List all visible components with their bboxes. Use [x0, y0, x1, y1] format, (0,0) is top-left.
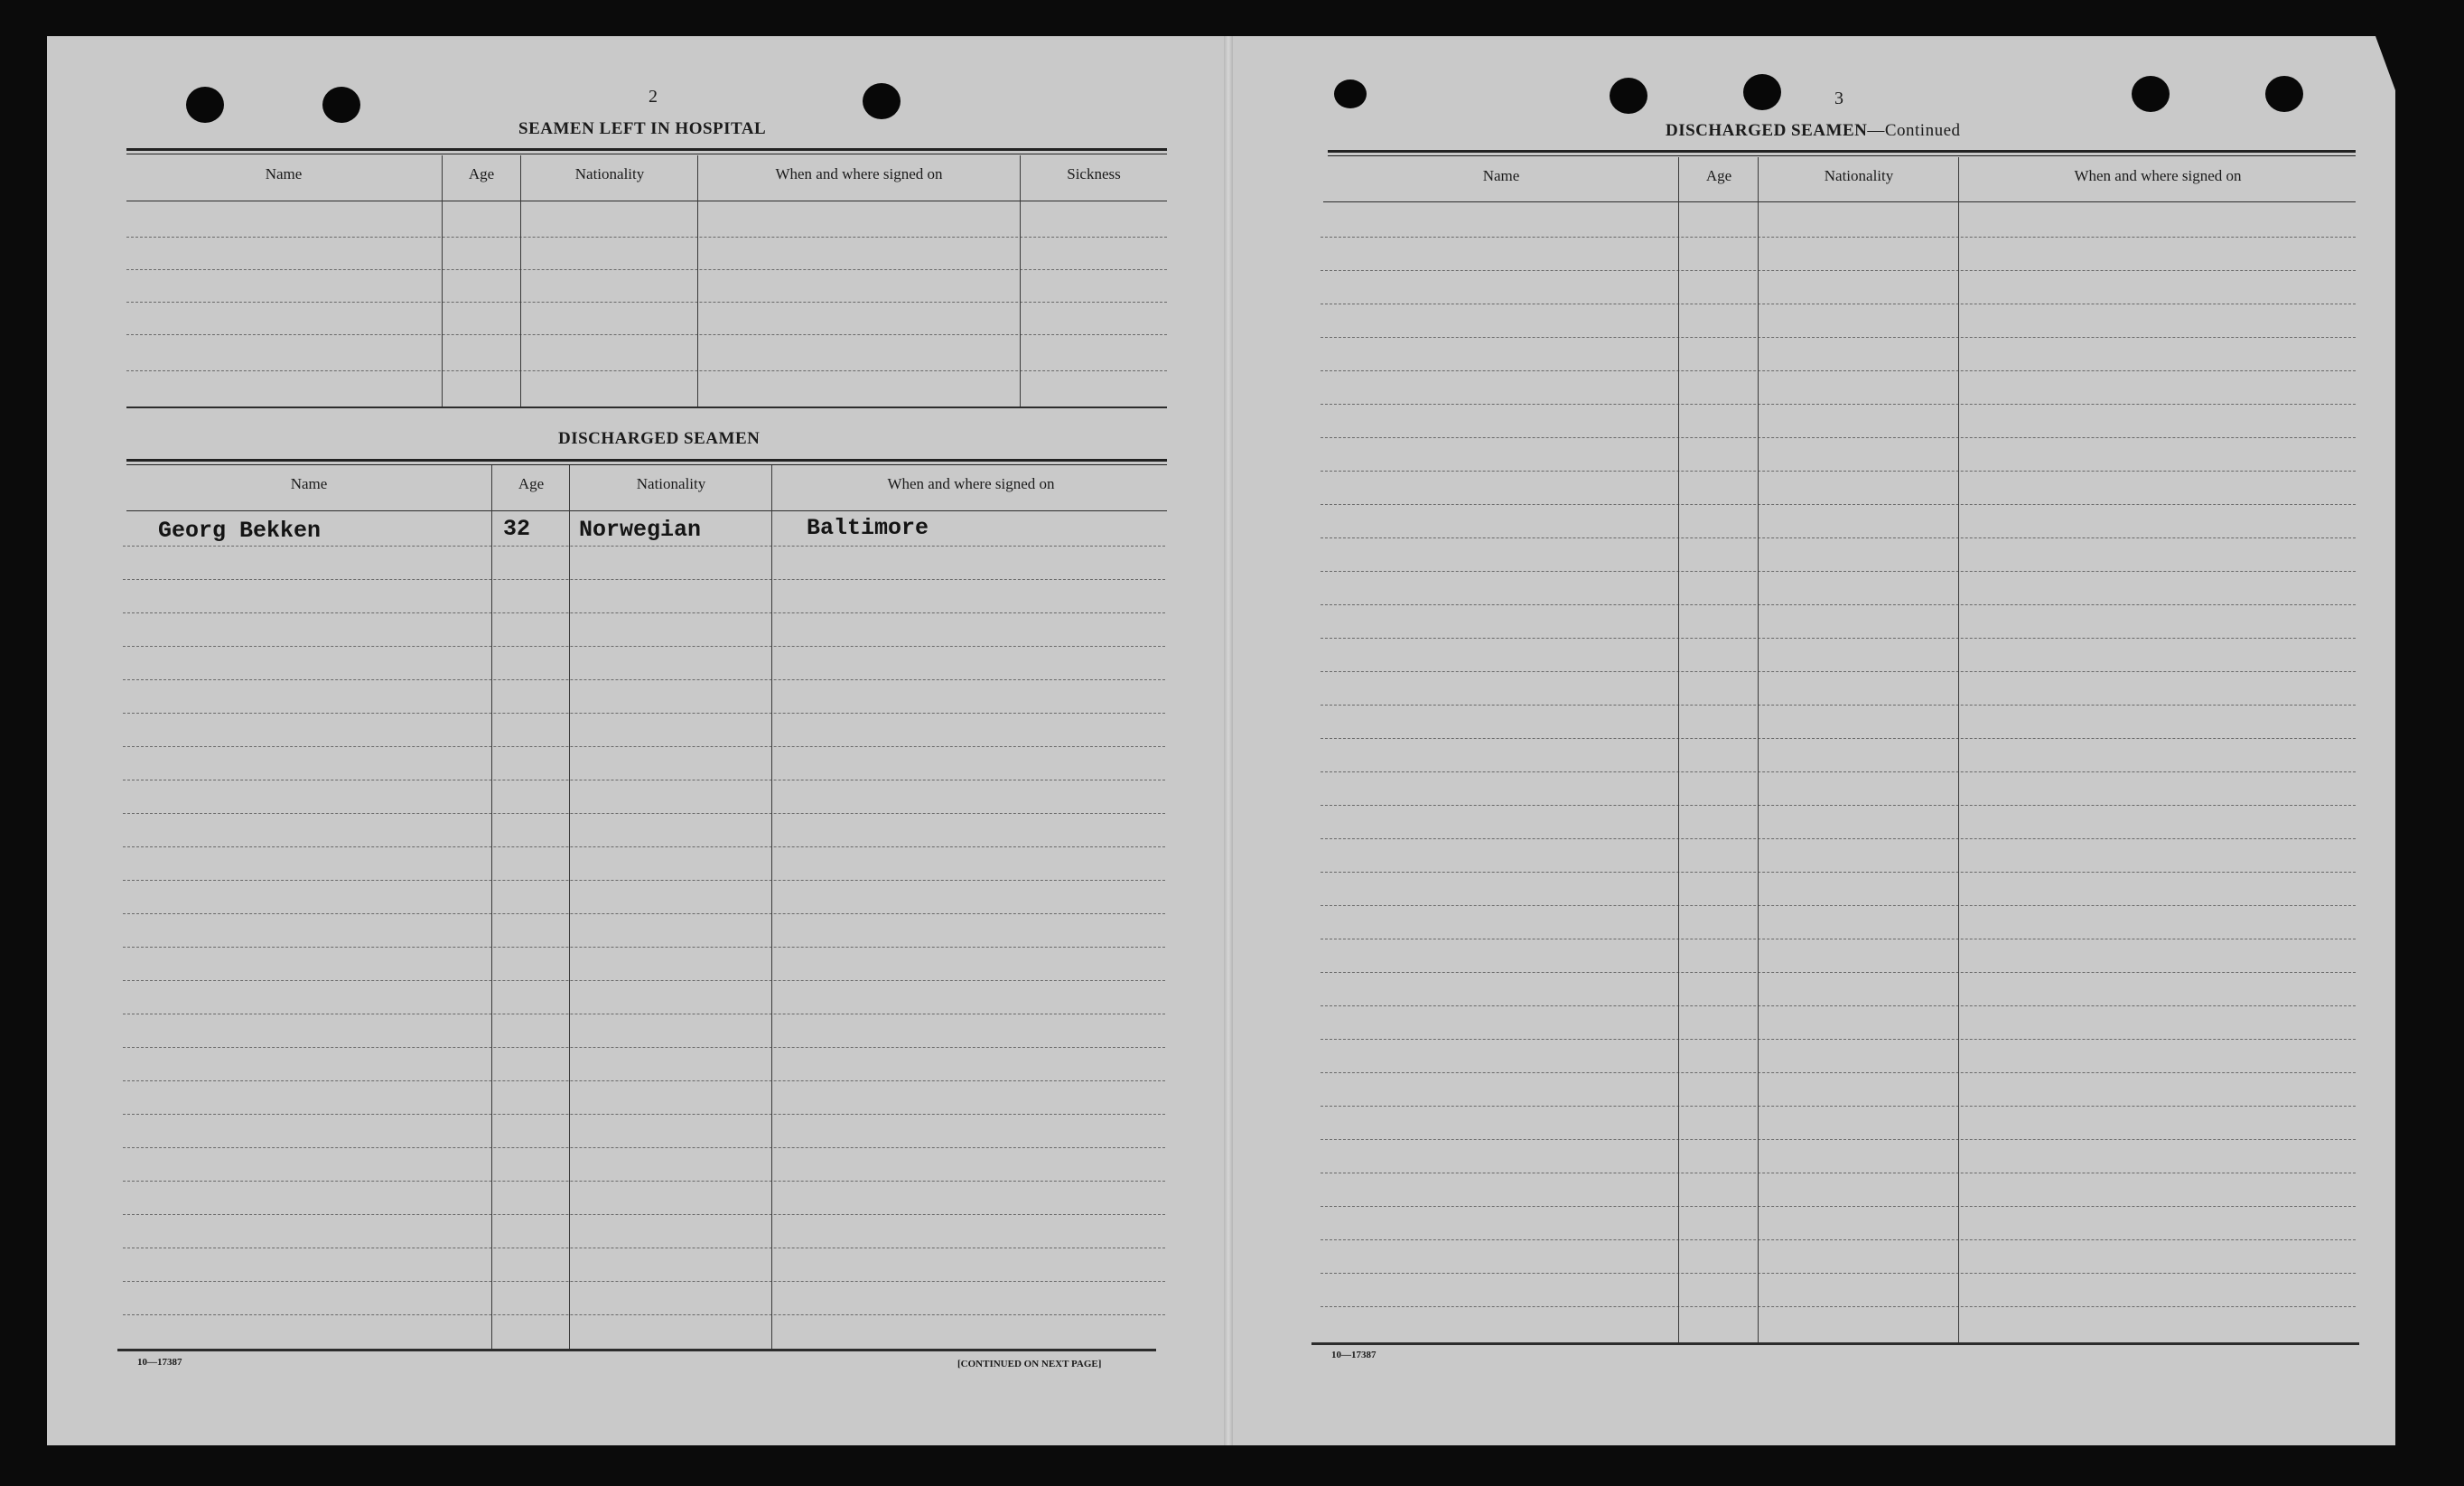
row-line [123, 579, 1165, 580]
row-line [123, 1047, 1165, 1048]
row-line [123, 913, 1165, 914]
hospital-row-line [126, 269, 1167, 270]
right-col-name: Name [1482, 167, 1520, 184]
right-col-nationality: Nationality [1824, 167, 1894, 184]
discharged-subheader-rule [126, 510, 1167, 511]
row-line [123, 746, 1165, 747]
hospital-col-nationality: Nationality [574, 165, 645, 182]
row-line [123, 1314, 1165, 1315]
row-line [1321, 370, 2356, 371]
row-line [1321, 1273, 2356, 1274]
punch-hole [2132, 76, 2170, 112]
discharged-title: DISCHARGED SEAMEN [558, 429, 761, 448]
seaman-signed-on: Baltimore [807, 515, 929, 541]
row-line [1321, 1139, 2356, 1140]
row-line [123, 612, 1165, 613]
right-header-rule [1328, 150, 2356, 156]
row-line [1321, 270, 2356, 271]
hospital-header-rule [126, 148, 1167, 154]
row-line [1321, 537, 2356, 538]
hospital-col-divider [442, 155, 443, 407]
right-col-divider [1678, 157, 1679, 1344]
punch-hole [186, 87, 224, 123]
row-line [123, 980, 1165, 981]
hospital-row-line [126, 302, 1167, 303]
row-line [1321, 471, 2356, 472]
seaman-name: Georg Bekken [158, 518, 322, 544]
row-line [1321, 905, 2356, 906]
hospital-col-divider [520, 155, 521, 407]
row-line [1321, 1306, 2356, 1307]
row-line [123, 679, 1165, 680]
discharged-col-divider [569, 465, 570, 1350]
document-sheet [47, 36, 2395, 1445]
row-line [1321, 437, 2356, 438]
row-line [1321, 638, 2356, 639]
discharged-col-name: Name [290, 475, 328, 492]
row-line [123, 1114, 1165, 1115]
row-line [123, 713, 1165, 714]
hospital-bottom-rule [126, 407, 1167, 408]
seaman-age: 32 [503, 516, 531, 542]
discharged-col-signed-on: When and where signed on [887, 475, 1055, 492]
row-line [123, 1080, 1165, 1081]
hospital-col-divider [1020, 155, 1021, 407]
row-line [1321, 571, 2356, 572]
discharged-col-divider [771, 465, 772, 1350]
row-line [1321, 1039, 2356, 1040]
row-line [1321, 1005, 2356, 1006]
discharged-col-divider [491, 465, 492, 1350]
row-line [1321, 504, 2356, 505]
row-line [1321, 1206, 2356, 1207]
right-col-signed-on: When and where signed on [2074, 167, 2242, 184]
row-line [123, 880, 1165, 881]
right-col-divider [1758, 157, 1759, 1344]
row-line [1321, 671, 2356, 672]
punch-hole [322, 87, 360, 123]
hospital-row-line [126, 370, 1167, 371]
row-line [1321, 771, 2356, 772]
row-line [1321, 805, 2356, 806]
page-number: 3 [1834, 89, 1843, 108]
center-fold [1224, 36, 1233, 1445]
hospital-col-name: Name [265, 165, 303, 182]
discharged-col-age: Age [518, 475, 545, 492]
hospital-col-age: Age [468, 165, 495, 182]
continued-note: [CONTINUED ON NEXT PAGE] [957, 1359, 1102, 1369]
discharged-col-nationality: Nationality [636, 475, 706, 492]
row-line [123, 1214, 1165, 1215]
hospital-col-sickness: Sickness [1067, 165, 1121, 182]
row-line [123, 947, 1165, 948]
row-line [1321, 337, 2356, 338]
right-title-continued: —Continued [1867, 121, 1961, 140]
row-line [1321, 838, 2356, 839]
row-line [1321, 237, 2356, 238]
row-line [1321, 1106, 2356, 1107]
row-line [123, 846, 1165, 847]
punch-hole [1743, 74, 1781, 110]
hospital-row-line [126, 237, 1167, 238]
row-line [1321, 872, 2356, 873]
row-line [1321, 972, 2356, 973]
right-title-main: DISCHARGED SEAMEN [1666, 121, 1868, 140]
punch-hole [1334, 79, 1367, 108]
row-line [123, 646, 1165, 647]
row-line [1321, 604, 2356, 605]
row-line [1321, 1072, 2356, 1073]
right-col-divider [1958, 157, 1959, 1344]
row-line [123, 1147, 1165, 1148]
row-line [123, 546, 1165, 547]
discharged-header-rule [126, 459, 1167, 465]
form-number: 10—17387 [137, 1357, 182, 1368]
right-title [1666, 121, 1961, 141]
right-subheader-rule [1323, 201, 2356, 202]
hospital-row-line [126, 334, 1167, 335]
punch-hole [863, 83, 901, 119]
hospital-title: SEAMEN LEFT IN HOSPITAL [518, 119, 767, 138]
discharged-bottom-rule [117, 1349, 1156, 1351]
row-line [123, 1181, 1165, 1182]
row-line [1321, 738, 2356, 739]
row-line [1321, 705, 2356, 706]
row-line [123, 813, 1165, 814]
form-number: 10—17387 [1331, 1350, 1377, 1360]
seaman-nationality: Norwegian [579, 517, 702, 543]
right-bottom-rule [1311, 1342, 2359, 1345]
page-number: 2 [649, 87, 658, 107]
hospital-col-divider [697, 155, 698, 407]
row-line [1321, 1239, 2356, 1240]
punch-hole [1610, 78, 1647, 114]
row-line [1321, 404, 2356, 405]
right-col-age: Age [1705, 167, 1732, 184]
row-line [123, 1281, 1165, 1282]
punch-hole [2265, 76, 2303, 112]
hospital-col-signed-on: When and where signed on [775, 165, 943, 182]
